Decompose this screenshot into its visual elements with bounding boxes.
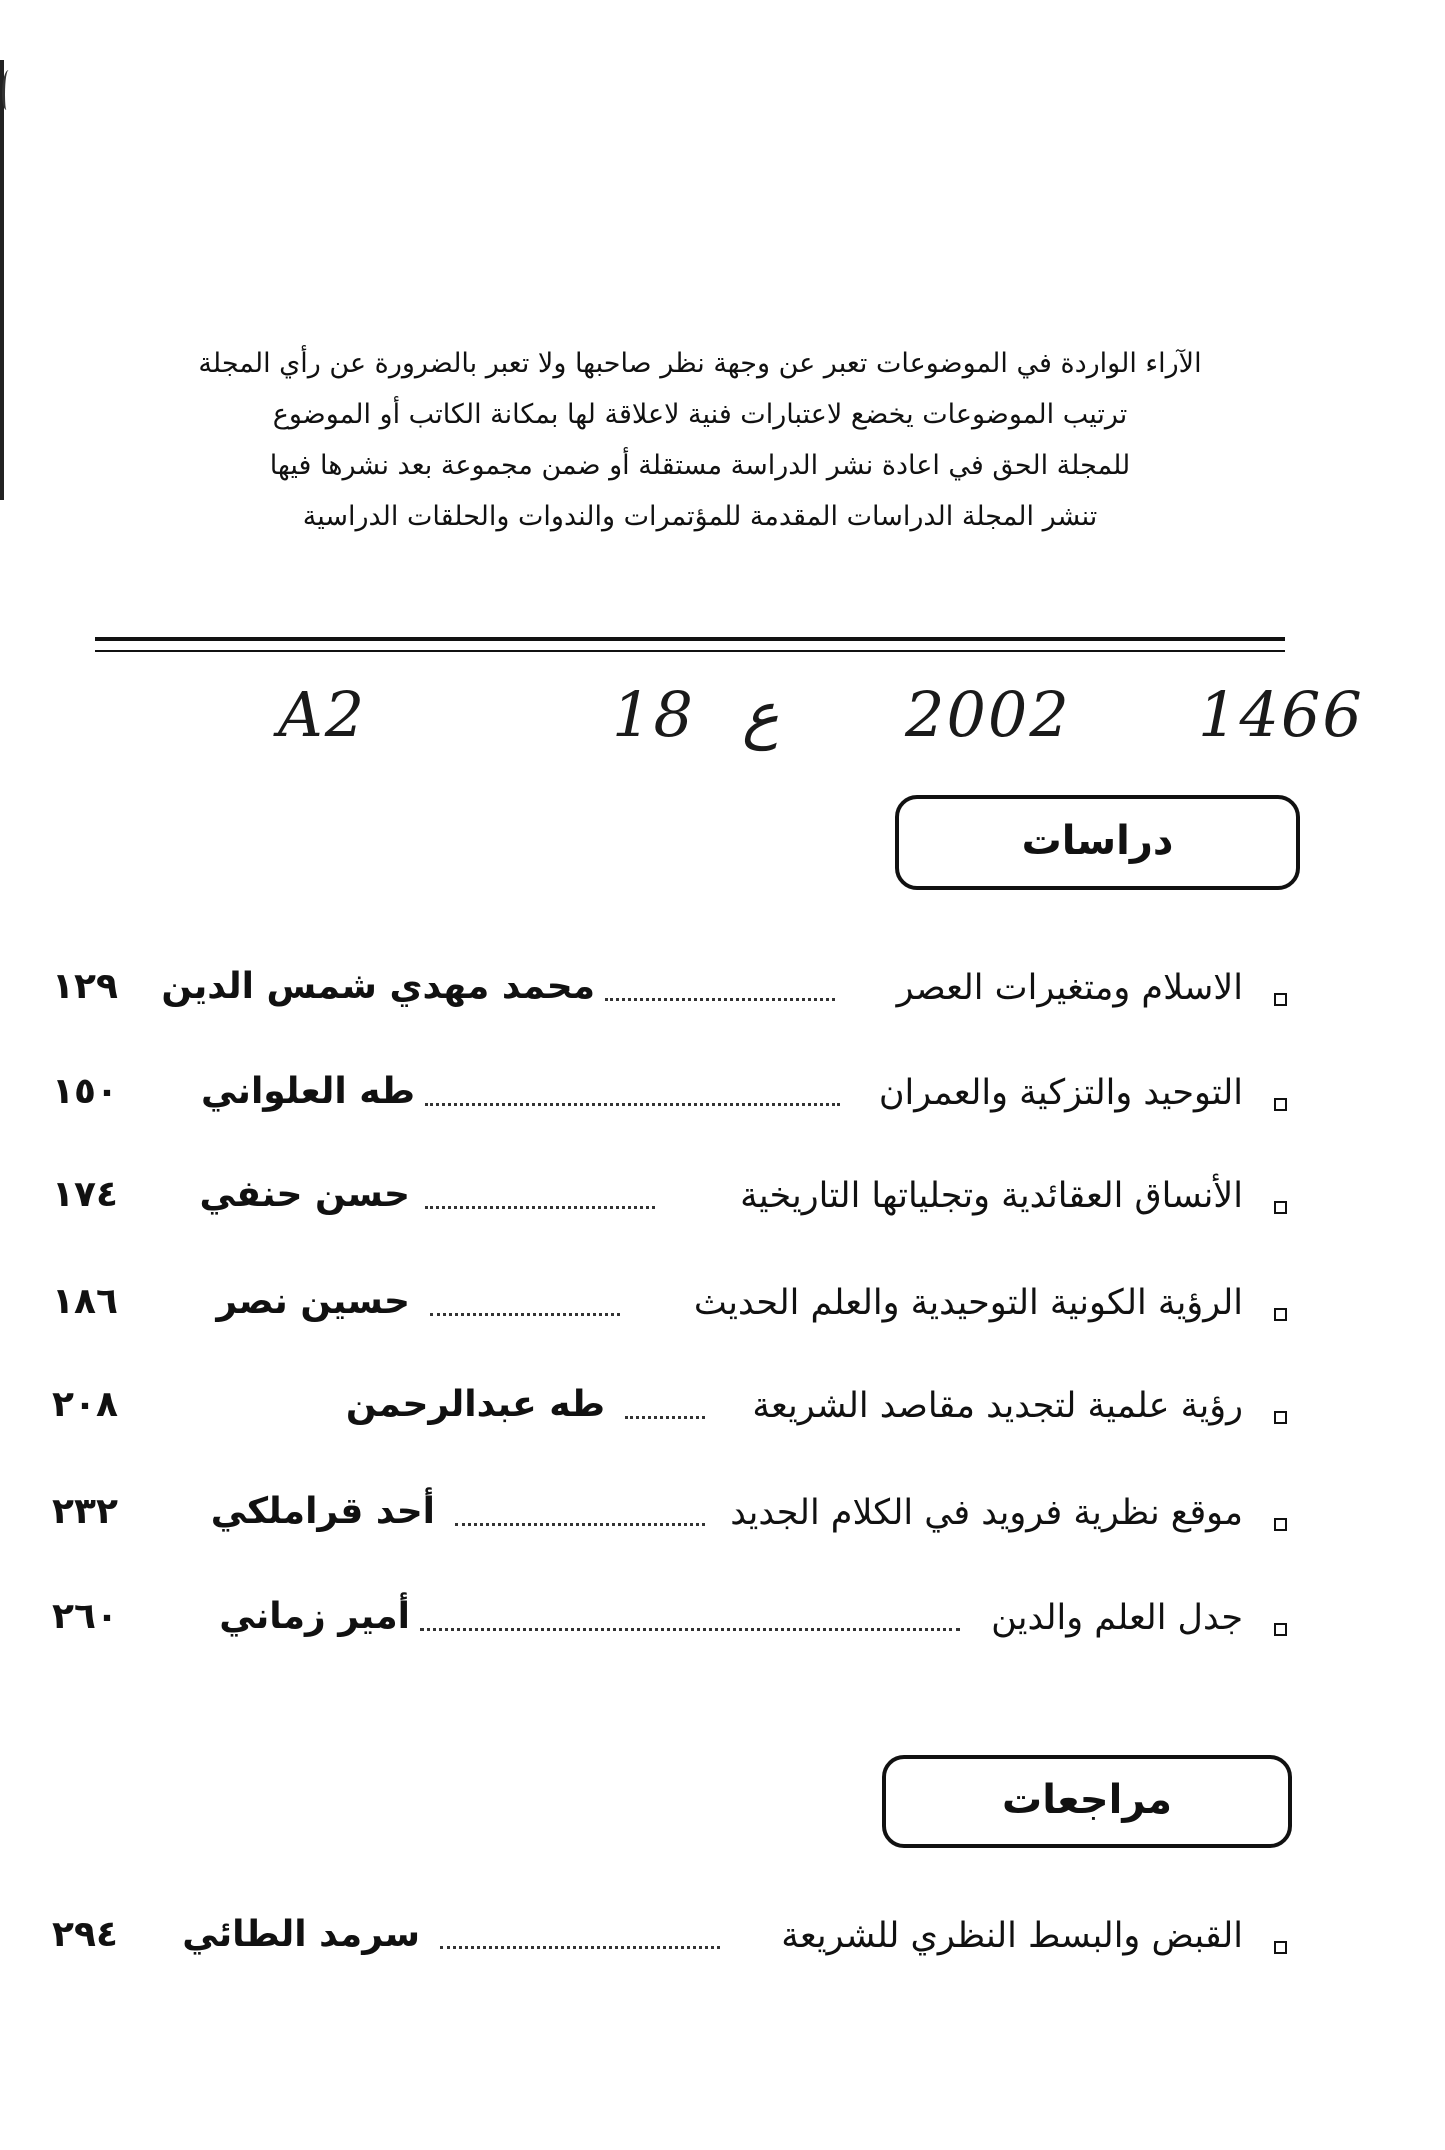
entry-author: أمير زماني	[219, 1596, 410, 1637]
checkbox-bullet-icon	[1274, 1518, 1287, 1531]
editorial-disclaimer	[100, 338, 1300, 542]
entry-author: أحد قراملكي	[210, 1491, 435, 1532]
section-heading-studies: دراسات	[895, 795, 1300, 890]
disclaimer-line: ترتيب الموضوعات يخضع لاعتبارات فنية لاعلاقة لها بمكانة الكاتب أو الموضوع	[272, 399, 1128, 430]
entry-page: ١٢٩	[52, 966, 118, 1007]
dot-leader	[425, 1206, 655, 1209]
entry-author: طه عبدالرحمن	[345, 1384, 605, 1425]
checkbox-bullet-icon	[1274, 1411, 1287, 1424]
entry-page: ٢٩٤	[52, 1914, 118, 1955]
toc-entry	[40, 1590, 1295, 1660]
handwritten-letter: ع	[742, 678, 779, 751]
entry-page: ١٧٤	[52, 1174, 118, 1215]
scan-edge-mark	[0, 60, 4, 500]
entry-page: ٢٦٠	[52, 1596, 118, 1637]
dot-leader	[605, 998, 835, 1001]
entry-title: جدل العلم والدين	[991, 1598, 1243, 1638]
entry-page: ٢٠٨	[52, 1384, 118, 1425]
dot-leader	[430, 1313, 620, 1316]
entry-page: ٢٣٢	[52, 1491, 118, 1532]
dot-leader	[440, 1946, 720, 1949]
entry-author: حسن حنفي	[199, 1174, 410, 1215]
handwritten-number: 1466	[1198, 678, 1364, 751]
checkbox-bullet-icon	[1274, 993, 1287, 1006]
entry-title: الاسلام ومتغيرات العصر	[896, 968, 1243, 1008]
entry-author: طه العلواني	[201, 1071, 415, 1112]
checkbox-bullet-icon	[1274, 1941, 1287, 1954]
disclaimer-line: الآراء الواردة في الموضوعات تعبر عن وجهة نظر صاحبها ولا تعبر بالضرورة عن رأي المجلة	[198, 348, 1202, 379]
entry-title: الرؤية الكونية التوحيدية والعلم الحديث	[693, 1283, 1243, 1323]
handwritten-annotation	[0, 668, 1445, 778]
dot-leader	[625, 1416, 705, 1419]
toc-entry	[40, 1378, 1295, 1448]
toc-entry	[40, 1275, 1295, 1345]
checkbox-bullet-icon	[1274, 1201, 1287, 1214]
handwritten-code: A2	[278, 678, 367, 751]
handwritten-issue: 18	[612, 678, 695, 751]
dot-leader	[425, 1103, 840, 1106]
toc-entry	[40, 1065, 1295, 1135]
entry-author: سرمد الطائي	[182, 1914, 420, 1955]
divider-thick	[95, 637, 1285, 641]
entry-author: محمد مهدي شمس الدين	[161, 966, 595, 1007]
section-heading-reviews: مراجعات	[882, 1755, 1292, 1848]
entry-title: التوحيد والتزكية والعمران	[878, 1073, 1243, 1113]
entry-title: رؤية علمية لتجديد مقاصد الشريعة	[752, 1386, 1243, 1426]
entry-title: الأنساق العقائدية وتجلياتها التاريخية	[740, 1176, 1243, 1216]
divider-thin	[95, 650, 1285, 652]
toc-entry	[40, 960, 1295, 1030]
dot-leader	[455, 1523, 705, 1526]
checkbox-bullet-icon	[1274, 1098, 1287, 1111]
disclaimer-line: تنشر المجلة الدراسات المقدمة للمؤتمرات والندوات والحلقات الدراسية	[302, 501, 1098, 532]
toc-entry	[40, 1908, 1295, 1978]
scan-edge-curl	[2, 70, 13, 110]
dot-leader	[420, 1628, 960, 1631]
handwritten-year: 2002	[905, 678, 1071, 751]
toc-entry	[40, 1168, 1295, 1238]
entry-title: موقع نظرية فرويد في الكلام الجديد	[730, 1493, 1243, 1533]
checkbox-bullet-icon	[1274, 1623, 1287, 1636]
disclaimer-line: للمجلة الحق في اعادة نشر الدراسة مستقلة أو ضمن مجموعة بعد نشرها فيها	[269, 450, 1131, 481]
entry-page: ١٥٠	[52, 1071, 118, 1112]
toc-entry	[40, 1485, 1295, 1555]
checkbox-bullet-icon	[1274, 1308, 1287, 1321]
entry-author: حسين نصر	[216, 1281, 410, 1322]
entry-page: ١٨٦	[52, 1281, 118, 1322]
entry-title: القبض والبسط النظري للشريعة	[781, 1916, 1243, 1956]
